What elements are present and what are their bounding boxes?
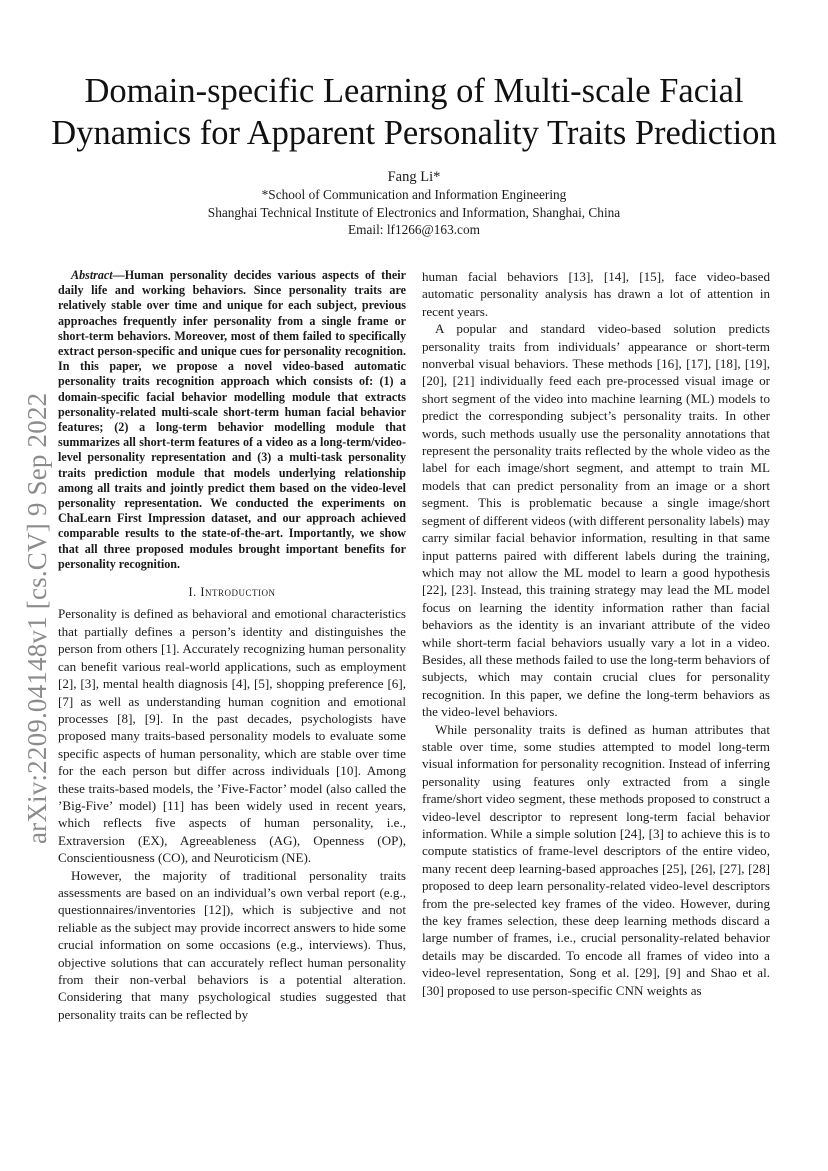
paper-title	[30, 70, 798, 154]
affiliation-line: Shanghai Technical Institute of Electronics and Information, Shanghai, China	[207, 204, 621, 220]
arxiv-side-stamp[interactable]: arXiv:2209.04148v1 [cs.CV] 9 Sep 2022	[22, 392, 52, 844]
left-column	[58, 268, 406, 1023]
affiliation-line: *School of Communication and Information Engineering	[261, 187, 567, 202]
title-line: Dynamics for Apparent Personality Traits Prediction	[51, 114, 777, 152]
right-column	[422, 268, 770, 999]
author-name: Fang Li*	[387, 169, 441, 185]
email-line: Email: lf1266@163.com	[348, 222, 480, 237]
body-paragraph: human facial behaviors [13], [14], [15], face video-based automatic personality analysis has drawn a lot of attention in recent years.	[422, 269, 770, 319]
abstract	[58, 268, 406, 572]
body-paragraph: A popular and standard video-based solution predicts personality traits from individuals’ appearance or short-term nonverbal visual behaviors. These methods [16], [17], [18], [19], [20], [21] individually feed each pre-processed visual image or short segment of the video into machine learning (ML) models to predict the corresponding subject’s personality traits. In other words, such methods usually use the personality annotations that represent the personality traits reflected by the whole video as the label for each image/short segment, and attempt to train ML models that can predict personality from an image or a short segment. This is problematic because a single image/short segment of different videos (with different personality labels) may carry similar facial behavior information, resulting in that same input patterns paired with different labels during the training, which may not allow the ML model to learn a good hypothesis [22], [23]. Instead, this training strategy may lead the ML model focus on learning the identity information rather than facial behaviors as the identity is an invariant attribute of the video while short-term facial behaviors usually vary a lot in a video. Besides, all these methods failed to use the long-term behaviors of subjects, which may contain crucial clues for personality recognition. In this paper, we define the long-term behaviors as the video-level behaviors.	[422, 321, 770, 720]
affiliation	[0, 186, 828, 239]
body-paragraph: Personality is defined as behavioral and emotional characteristics that partially defines a person’s identity and distinguishes the person from others [1]. Accurately recognizing human personality can benefit various real-world applications, such as employment [2], [3], mental health diagnosis [4], [5], shopping preference [6], [7] as well as understanding human cognition and emotional processes [8], [9]. In the past decades, psychologists have proposed many traits-based personality models to evaluate some specific aspects of human personality, which are stable over time for the each person but differ across individuals [10]. Among these traits-based models, the ’Five-Factor’ model (also called the ’Big-Five’ model) [11] has been widely used in recent years, which reflects five aspects of human personality, i.e., Extraversion (EX), Agreeableness (AG), Openness (OP), Conscientiousness (CO), and Neuroticism (NE).	[58, 606, 406, 866]
section-heading	[58, 584, 406, 601]
section-title: Introduction	[200, 585, 276, 600]
title-line: Domain-specific Learning of Multi-scale Facial	[84, 72, 744, 110]
abstract-text: —Human personality decides various aspects of their daily life and working behaviors. Since personality traits are relatively stable over time and unique for each subject, previous approaches frequently infer personality from a single frame or short-term behaviors. Moreover, most of them failed to specifically extract person-specific and unique cues for personality recognition. In this paper, we propose a novel video-based automatic personality traits recognition approach which consists of: (1) a domain-specific facial behavior modelling module that extracts personality-related multi-scale short-term human facial behavior features; (2) a long-term behavior modelling module that summarizes all short-term features of a video as a long-term/video-level personality representation and (3) a multi-task personality traits prediction module that models underlying relationship among all traits and jointly predict them based on the video-level personality representation. We conducted the experiments on ChaLearn First Impression dataset, and our approach achieved comparable results to the state-of-the-art. Importantly, we show that all three proposed modules brought important benefits for personality recognition.	[58, 268, 406, 571]
section-numeral: I.	[188, 585, 201, 600]
body-paragraph: While personality traits is defined as human attributes that stable over time, some studies attempted to model long-term visual information for personality recognition. Instead of inferring personality using features only extracted from a single frame/short video segment, these methods proposed to construct a video-level descriptor to represent long-term facial behavior information. While a simple solution [24], [3] to achieve this is to compute statistics of frame-level descriptors of the entire video, many recent deep learning-based approaches [25], [26], [27], [28] proposed to deep learn personality-related video-level descriptors from the pre-selected key frames of the video. However, during the key frames selection, these deep learning methods discard a large number of frames, i.e., crucial personality-related behavior details may be discarded. To encode all frames of video into a video-level representation, Song et al. [29], [9] and Shao et al. [30] proposed to use person-specific CNN weights as	[422, 721, 770, 998]
body-paragraph: However, the majority of traditional personality traits assessments are based on an individual’s own verbal report (e.g., questionnaires/inventories [12]), which is subjective and not reliable as the subject may provide incorrect answers to hide some crucial information on some occasions (e.g., interviews). Thus, objective solutions that can accurately reflect human personality from their non-verbal behaviors is a potential alteration. Considering that many psychological studies suggested that personality traits can be reflected by	[58, 867, 406, 1022]
abstract-lead: Abstract	[71, 268, 113, 282]
